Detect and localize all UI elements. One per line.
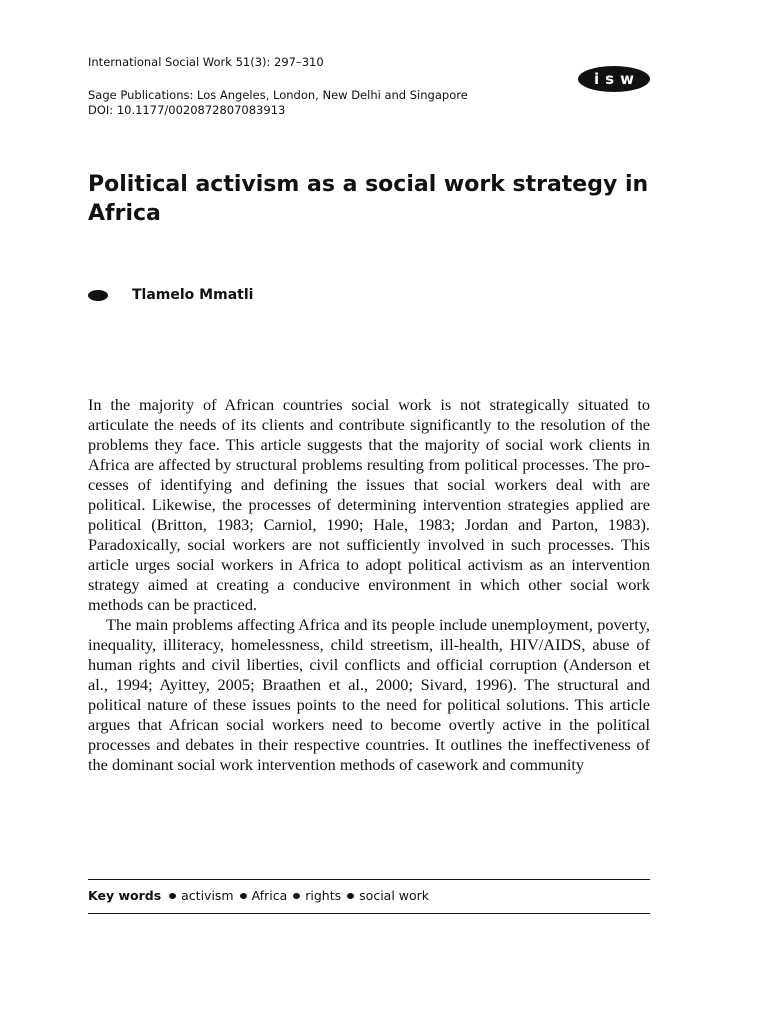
bullet-icon xyxy=(169,893,176,899)
publisher-info xyxy=(88,88,468,118)
keyword: social work xyxy=(359,888,430,903)
journal-logo: isw xyxy=(578,66,650,92)
doi-line: DOI: 10.1177/0020872807083913 xyxy=(88,103,286,117)
keywords-label: Key words xyxy=(88,888,162,903)
bullet-icon xyxy=(240,893,247,899)
bullet-icon xyxy=(293,893,300,899)
abstract xyxy=(88,395,650,775)
keyword: Africa xyxy=(251,888,288,903)
author-row xyxy=(88,287,253,303)
abstract-paragraph: The main problems affecting Africa and its people include unemployment, poverty, inequality, illiteracy, homelessness, child streetism, ill-health, HIV/AIDS, abuse of human rights and civil liberties, civil conflicts and official corruption (Anderson et al., 1994; Ayittey, 2005; Braathen et al., 2000; Sivard, 1996). The structural and political nature of these issues points to the need for political solutions. This article argues that African social workers need to become overtly active in the political processes and debates in their respective countries. It outlines the ineffectiveness of the dominant social work intervention methods of casework and community xyxy=(88,615,650,774)
bullet-icon xyxy=(347,893,354,899)
article-title: Political activism as a social work strategy in Africa xyxy=(88,172,649,226)
publisher-line: Sage Publications: Los Angeles, London, New Delhi and Singapore xyxy=(88,88,468,102)
bullet-icon xyxy=(88,290,108,301)
keywords-top-rule xyxy=(88,879,650,880)
keywords-bottom-rule xyxy=(88,913,650,914)
abstract-paragraph: In the majority of African countries social work is not strategically situated to articulate the needs of its clients and contribute significantly to the resolution of the problems they face. This article suggests that the majority of social work clients in Africa are affected by structural problems resulting from political processes. The processes of identifying and defining the issues that social workers deal with are political. Likewise, the processes of determining intervention strategies applied are political (Britton, 1983; Carniol, 1990; Hale, 1983; Jordan and Parton, 1983). Paradoxically, social workers are not sufficiently involved in such processes. This article urges social workers in Africa to adopt political activism as an intervention strategy aimed at creating a conducive environment in which other social work methods can be practiced. xyxy=(88,395,650,614)
journal-reference: International Social Work 51(3): 297–310 xyxy=(88,55,324,69)
keywords-row xyxy=(88,888,433,903)
author-name: Tlamelo Mmatli xyxy=(132,287,254,303)
keyword: activism xyxy=(181,888,234,903)
keyword: rights xyxy=(305,888,342,903)
